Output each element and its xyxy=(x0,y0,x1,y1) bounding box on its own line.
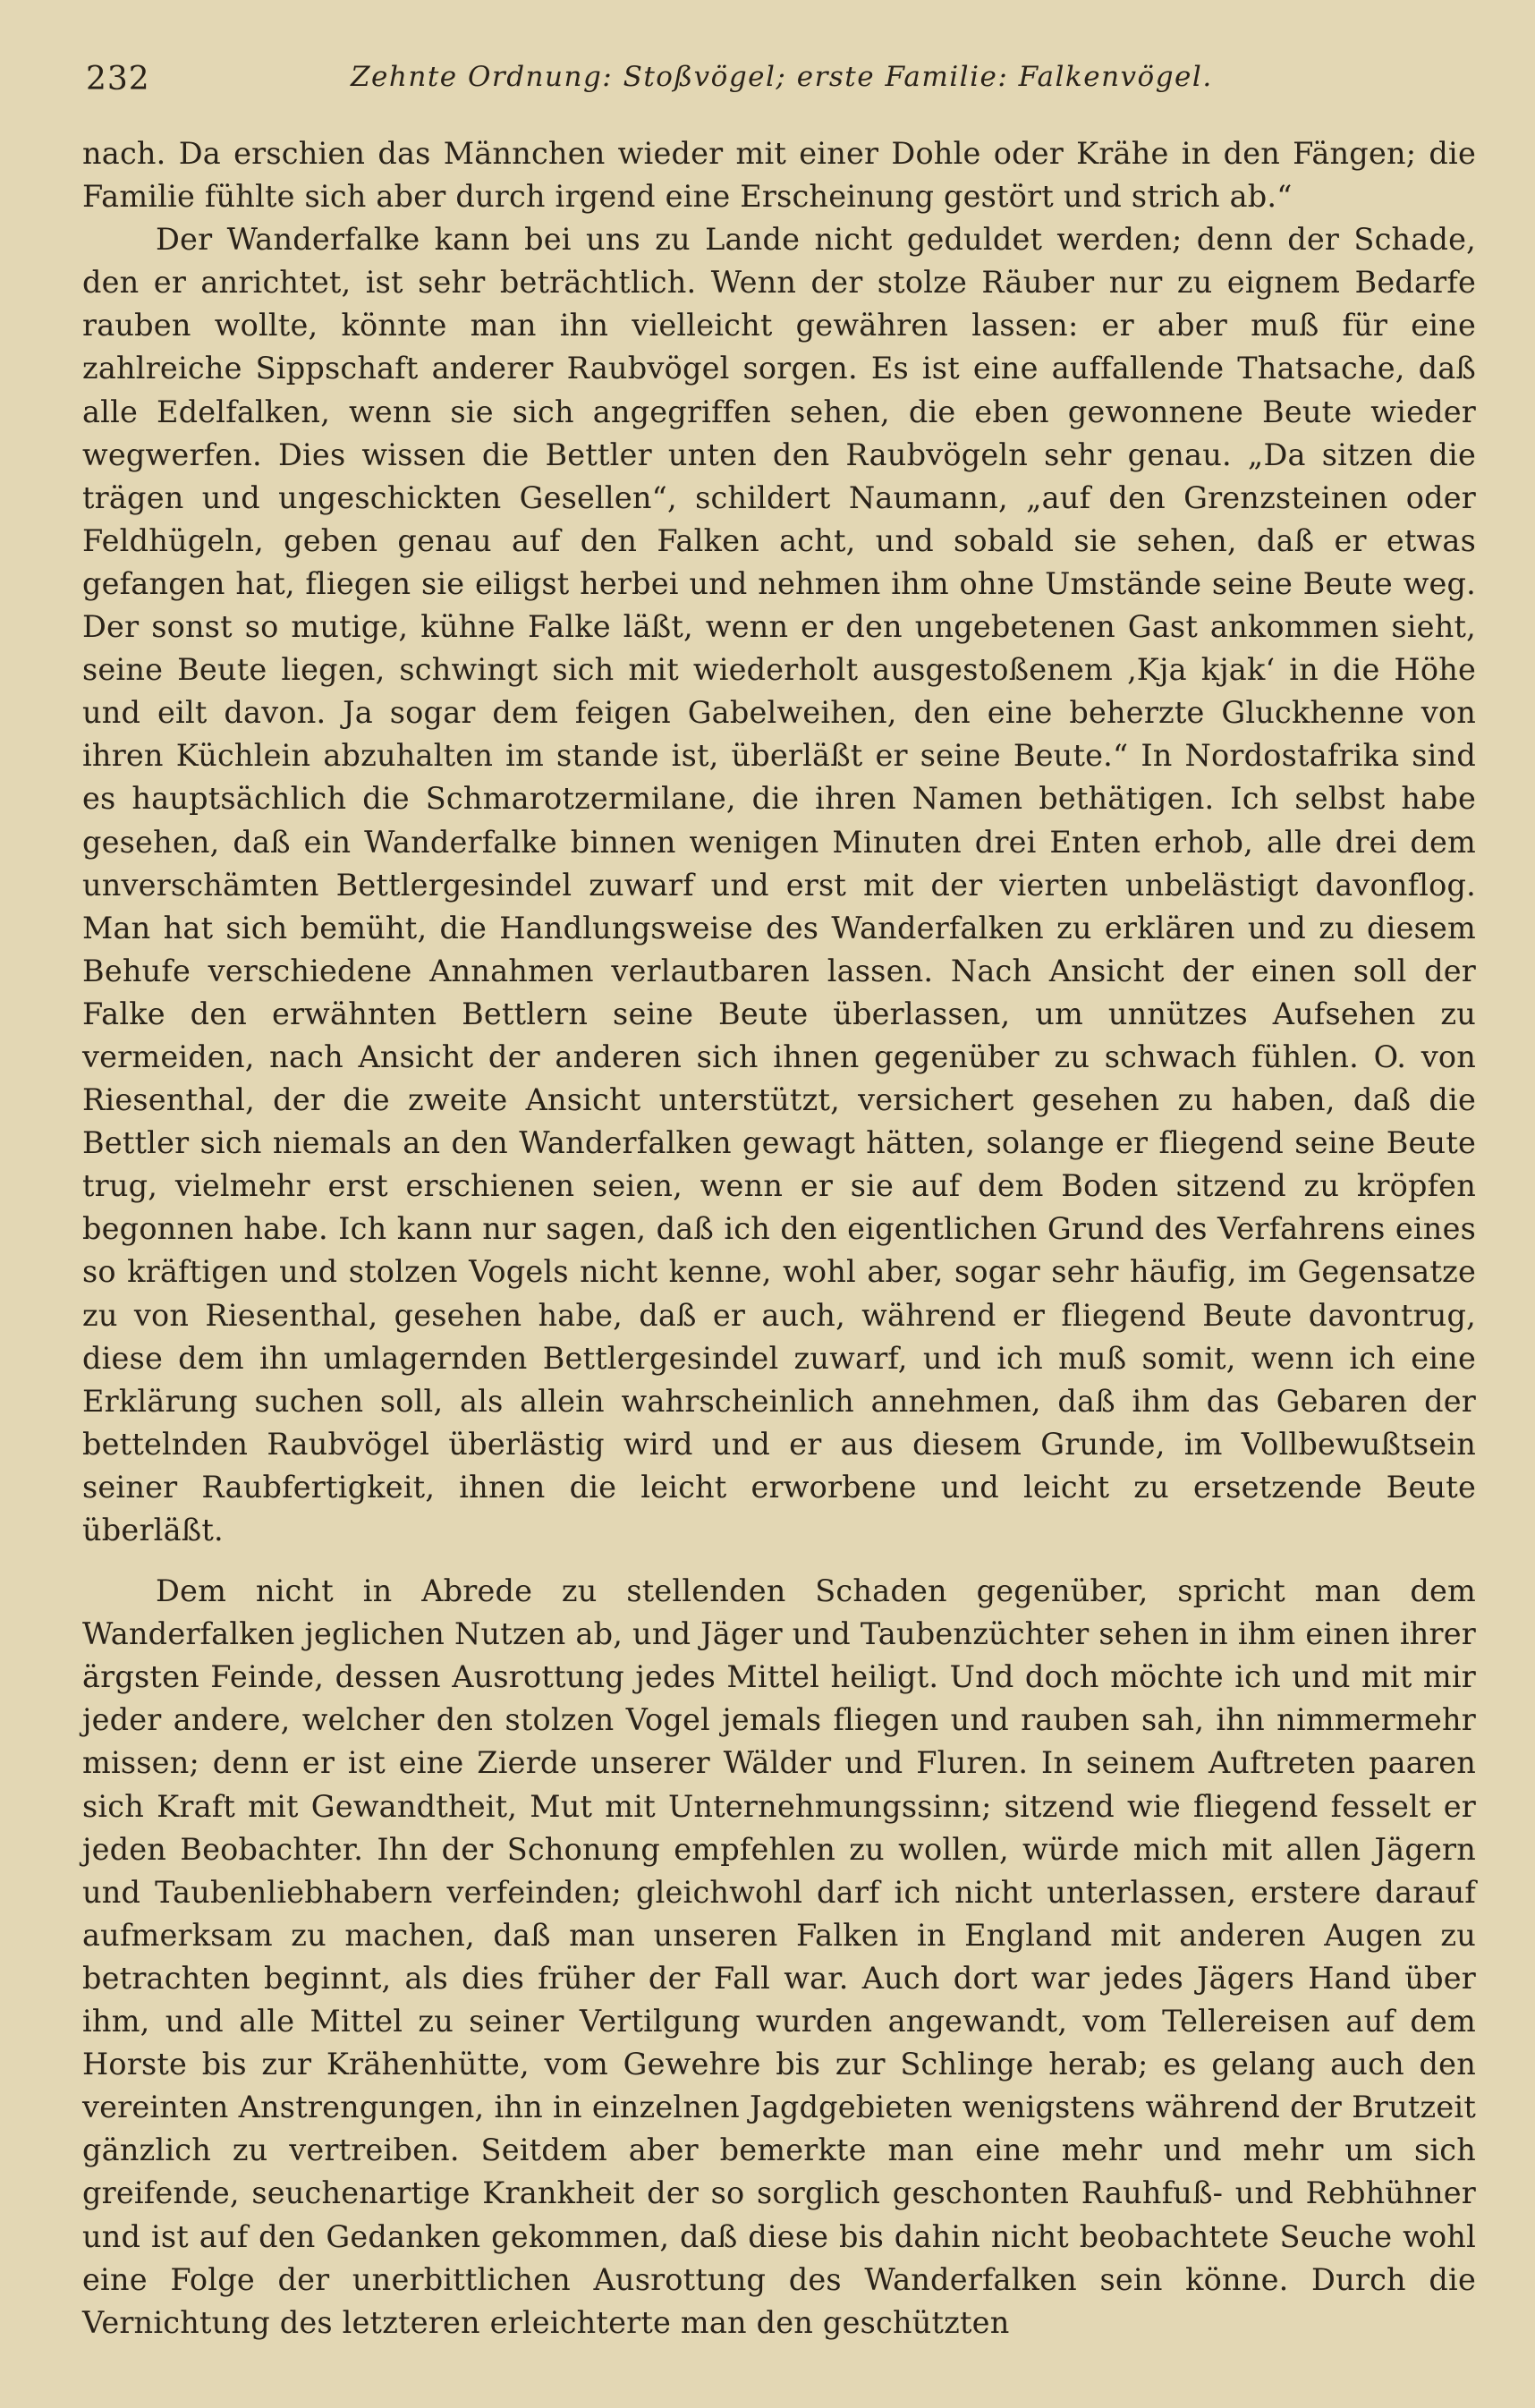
paragraph-continuation: nach. Da erschien das Männchen wieder mit einer Dohle oder Krähe in den Fängen; die Familie fühlte sich aber durch irgend eine Erscheinung gestört und strich ab.“ xyxy=(82,136,1476,215)
page-header xyxy=(82,54,1476,107)
running-head: Zehnte Ordnung: Stoßvögel; erste Familie: Falkenvögel. xyxy=(351,61,1213,93)
paragraph-wanderfalke-bettler: Der Wanderfalke kann bei uns zu Lande nicht geduldet werden; denn der Schade, den er anrichtet, ist sehr beträchtlich. Wenn der stolze Räuber nur zu eignem Bedarfe rauben wollte, könnte man ihn vielleicht gewähren lassen: er aber muß für eine zahlreiche Sippschaft anderer Raubvögel sorgen. Es ist eine auffallende Thatsache, daß alle Edelfalken, wenn sie sich angegriffen sehen, die eben gewonnene Beute wieder wegwerfen. Dies wissen die Bettler unten den Raubvögeln sehr genau. „Da sitzen die trägen und ungeschickten Gesellen“, schildert Naumann, „auf den Grenzsteinen oder Feldhügeln, geben genau auf den Falken acht, und sobald sie sehen, daß er etwas gefangen hat, fliegen sie eiligst herbei und nehmen ihm ohne Umstände seine Beute weg. Der sonst so mutige, kühne Falke läßt, wenn er den ungebetenen Gast ankommen sieht, seine Beute liegen, schwingt sich mit wiederholt ausgestoßenem ‚Kja kjak‘ in die Höhe und eilt davon. Ja sogar dem feigen Gabelweihen, den eine beherzte Gluckhenne von ihren Küchlein abzuhalten im stande ist, überläßt er seine Beute.“ In Nordostafrika sind es hauptsächlich die Schmarotzermilane, die ihren Namen bethätigen. Ich selbst habe gesehen, daß ein Wanderfalke binnen wenigen Minuten drei Enten erhob, alle drei dem unverschämten Bettlergesindel zuwarf und erst mit der vierten unbelästigt davonflog. Man hat sich bemüht, die Handlungsweise des Wanderfalken zu erklären und zu diesem Behufe verschiedene Annahmen verlautbaren lassen. Nach Ansicht der einen soll der Falke den erwähnten Bettlern seine Beute überlassen, um unnützes Aufsehen zu vermeiden, nach Ansicht der anderen sich ihnen gegenüber zu schwach fühlen. O. von Riesenthal, der die zweite Ansicht unterstützt, versichert gesehen zu haben, daß die Bettler sich niemals an den Wanderfalken gewagt hätten, solange er fliegend seine Beute trug, vielmehr erst erschienen seien, wenn er sie auf dem Boden sitzend zu kröpfen begonnen habe. Ich kann nur sagen, daß ich den eigentlichen Grund des Verfahrens eines so kräftigen und stolzen Vogels nicht kenne, wohl aber, sogar sehr häufig, im Gegensatze zu von Riesenthal, gesehen habe, daß er auch, während er fliegend Beute davontrug, diese dem ihn umlagernden Bettlergesindel zuwarf, und ich muß somit, wenn ich eine Erklärung suchen soll, als allein wahrscheinlich annehmen, daß ihm das Gebaren der bettelnden Raubvögel überlästig wird und er aus diesem Grunde, im Vollbewußtsein seiner Raubfertigkeit, ihnen die leicht erworbene und leicht zu ersetzende Beute überläßt. xyxy=(82,222,1476,1547)
page-number: 232 xyxy=(86,61,150,98)
body-text xyxy=(82,132,1476,2344)
paragraph-schaden-nutzen: Dem nicht in Abrede zu stellenden Schaden gegenüber, spricht man dem Wanderfalken jeglichen Nutzen ab, und Jäger und Taubenzüchter sehen in ihm einen ihrer ärgsten Feinde, dessen Ausrottung jedes Mittel heiligt. Und doch möchte ich und mit mir jeder andere, welcher den stolzen Vogel jemals fliegen und rauben sah, ihn nimmermehr missen; denn er ist eine Zierde unserer Wälder und Fluren. In seinem Auftreten paaren sich Kraft mit Gewandtheit, Mut mit Unternehmungssinn; sitzend wie fliegend fesselt er jeden Beobachter. Ihn der Schonung empfehlen zu wollen, würde mich mit allen Jägern und Taubenliebhabern verfeinden; gleichwohl darf ich nicht unterlassen, erstere darauf aufmerksam zu machen, daß man unseren Falken in England mit anderen Augen zu betrachten beginnt, als dies früher der Fall war. Auch dort war jedes Jägers Hand über ihm, und alle Mittel zu seiner Vertilgung wurden angewandt, vom Tellereisen auf dem Horste bis zur Krähenhütte, vom Gewehre bis zur Schlinge herab; es gelang auch den vereinten Anstrengungen, ihn in einzelnen Jagdgebieten wenigstens während der Brutzeit gänzlich zu vertreiben. Seitdem aber bemerkte man eine mehr und mehr um sich greifende, seuchenartige Krankheit der so sorglich geschonten Rauhfuß- und Rebhühner und ist auf den Gedanken gekommen, daß diese bis dahin nicht beobachtete Seuche wohl eine Folge der unerbittlichen Ausrottung des Wanderfalken sein könne. Durch die Vernichtung des letzteren erleichterte man den geschützten xyxy=(82,1573,1476,2340)
